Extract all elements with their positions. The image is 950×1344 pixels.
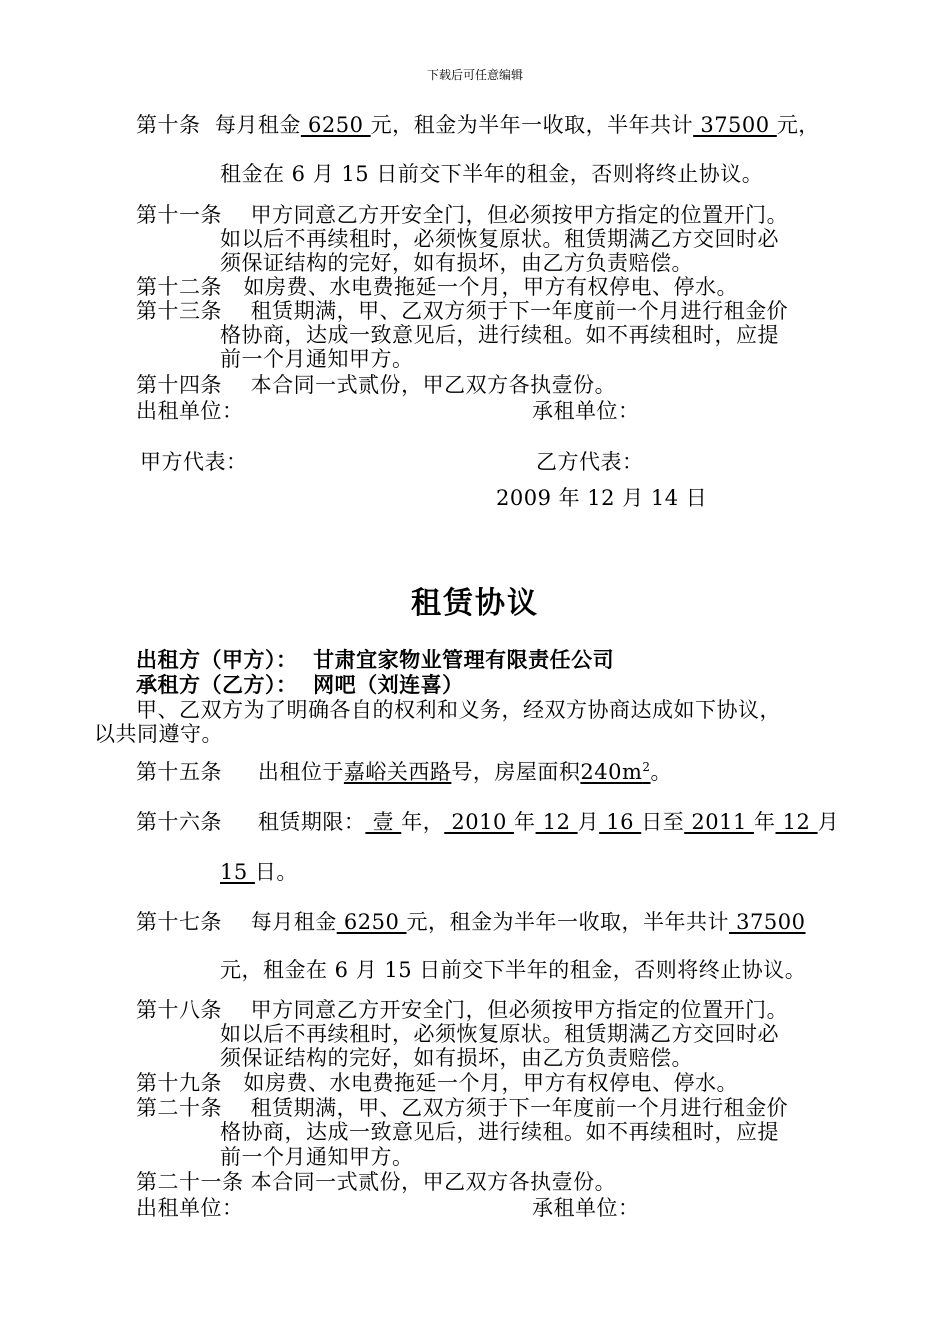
floor-area: $240m^2$ (580, 760, 651, 784)
article-13-line3: 前一个月通知甲方。 (220, 347, 414, 371)
page-header-note: 下载后可任意编辑 (426, 68, 523, 82)
article-11-line3: 须保证结构的完好，如有损坏，由乙方负责赔偿。 (220, 251, 693, 275)
article-13-line2: 格协商，达成一致意见后，进行续租。如不再续租时，应提 (220, 323, 779, 347)
article-text: 元， (776, 113, 820, 137)
rent-amount: 6250 (300, 113, 371, 137)
end-month: 12 (775, 810, 818, 834)
signing-date: 2009 年 12 月 14 日 (496, 486, 708, 510)
intro-line2: 以共同遵守。 (94, 722, 223, 746)
article-10-line2: 租金在 6 月 15 日前交下半年的租金，否则将终止协议。 (220, 162, 764, 186)
article-20-line3: 前一个月通知甲方。 (220, 1145, 414, 1169)
lessee-line (136, 673, 464, 697)
article-18-line3: 须保证结构的完好，如有损坏，由乙方负责赔偿。 (220, 1046, 693, 1070)
end-day: 15 (220, 860, 255, 884)
article-text: 每月租金 (214, 113, 301, 137)
lessor-unit-label: 出租单位： (136, 1196, 244, 1220)
article-label: 第十六条 (136, 810, 222, 834)
lessee-unit-label: 承租单位： (532, 1196, 640, 1220)
article-17: 第十七条 每月租金 6250 元，租金为半年一收取，半年共计 37500 (136, 910, 806, 934)
lessor-name: 甘肃宜家物业管理有限责任公司 (313, 648, 615, 672)
lessee-label: 承租方（乙方）： (136, 673, 298, 697)
article-17-line2: 元，租金在 6 月 15 日前交下半年的租金，否则将终止协议。 (220, 958, 807, 982)
lessee-name: 网吧（刘连喜） (313, 673, 464, 697)
article-21-line1: 第二十一条 本合同一式贰份，甲乙双方各执壹份。 (136, 1170, 617, 1194)
article-text: 出租位于 (257, 760, 344, 784)
article-18-line1: 第十八条 甲方同意乙方开安全门，但必须按甲方指定的位置开门。 (136, 998, 789, 1022)
article-label: 第十五条 (136, 760, 222, 784)
lessor-unit-label: 出租单位： (136, 399, 244, 423)
article-11-line1: 第十一条 甲方同意乙方开安全门，但必须按甲方指定的位置开门。 (136, 203, 789, 227)
address: 嘉峪关西路 (343, 760, 452, 784)
total-amount: 37500 (729, 910, 806, 934)
article-15: 第十五条 出租位于嘉峪关西路号，房屋面积$240m^2$。 (136, 760, 673, 784)
document-title: 租赁协议 (411, 586, 539, 621)
article-19-line1: 第十九条 如房费、水电费拖延一个月，甲方有权停电、停水。 (136, 1071, 738, 1095)
article-20-line2: 格协商，达成一致意见后，进行续租。如不再续租时，应提 (220, 1120, 779, 1144)
article-label: 第十条 (136, 113, 201, 137)
rent-amount: 6250 (336, 910, 407, 934)
article-16-line2: 15 日。 (220, 860, 298, 884)
term-years: 壹 (365, 810, 402, 834)
article-12-line1: 第十二条 如房费、水电费拖延一个月，甲方有权停电、停水。 (136, 275, 738, 299)
lessor-line (136, 648, 614, 672)
article-label: 第十七条 (136, 910, 222, 934)
article-10 (136, 113, 820, 137)
party-a-rep-label: 甲方代表： (140, 450, 248, 474)
lessor-label: 出租方（甲方）： (136, 648, 298, 672)
article-text: 号，房屋面积 (451, 760, 581, 784)
intro-line1: 甲、乙双方为了明确各自的权利和义务，经双方协商达成如下协议， (136, 698, 781, 722)
lessee-unit-label: 承租单位： (532, 399, 640, 423)
party-b-rep-label: 乙方代表： (536, 450, 644, 474)
total-amount: 37500 (693, 113, 777, 137)
article-14-line1: 第十四条 本合同一式贰份，甲乙双方各执壹份。 (136, 373, 617, 397)
start-month: 12 (535, 810, 578, 834)
article-text: 元，租金为半年一收取，半年共计 (370, 113, 694, 137)
article-20-line1: 第二十条 租赁期满，甲、乙双方须于下一年度前一个月进行租金价 (136, 1096, 789, 1120)
end-year: 2011 (684, 810, 754, 834)
article-11-line2: 如以后不再续租时，必须恢复原状。租赁期满乙方交回时必 (220, 227, 779, 251)
article-13-line1: 第十三条 租赁期满，甲、乙双方须于下一年度前一个月进行租金价 (136, 299, 789, 323)
article-18-line2: 如以后不再续租时，必须恢复原状。租赁期满乙方交回时必 (220, 1022, 779, 1046)
start-year: 2010 (444, 810, 515, 834)
start-day: 16 (599, 810, 642, 834)
article-16: 第十六条 租赁期限： 壹 年， 2010 年 12 月 16 日至 2011 年 12 月 (136, 810, 840, 834)
